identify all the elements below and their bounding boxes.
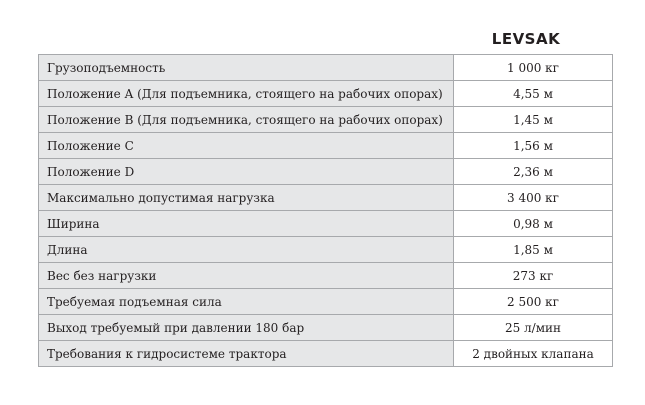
table-row: [39, 289, 613, 315]
spec-value: 1 000 кг: [454, 55, 613, 81]
spec-value: 25 л/мин: [454, 315, 613, 341]
spec-value: 3 400 кг: [454, 185, 613, 211]
spec-value: 1,45 м: [454, 107, 613, 133]
spec-value: 2,36 м: [454, 159, 613, 185]
table-row: [39, 55, 613, 81]
table-row: [39, 107, 613, 133]
table-row: [39, 211, 613, 237]
spec-value: 1,85 м: [454, 237, 613, 263]
spec-label: Положение B (Для подъемника, стоящего на рабочих опорах): [39, 107, 454, 133]
table-row: [39, 315, 613, 341]
spec-label: Выход требуемый при давлении 180 бар: [39, 315, 454, 341]
spec-value: 2 500 кг: [454, 289, 613, 315]
spec-label: Положение C: [39, 133, 454, 159]
table-row: [39, 81, 613, 107]
column-header-levsak: LEVSAK: [491, 30, 561, 48]
table-row: [39, 237, 613, 263]
table-row: [39, 159, 613, 185]
spec-label: Требования к гидросистеме трактора: [39, 341, 454, 367]
spec-value: 273 кг: [454, 263, 613, 289]
spec-value: 2 двойных клапана: [454, 341, 613, 367]
table-row: [39, 185, 613, 211]
spec-label: Вес без нагрузки: [39, 263, 454, 289]
table-row: [39, 341, 613, 367]
spec-label: Положение A (Для подъемника, стоящего на рабочих опорах): [39, 81, 454, 107]
spec-label: Положение D: [39, 159, 454, 185]
spec-label: Грузоподъемность: [39, 55, 454, 81]
spec-label: Максимально допустимая нагрузка: [39, 185, 454, 211]
spec-label: Ширина: [39, 211, 454, 237]
table-row: [39, 133, 613, 159]
table-row: [39, 263, 613, 289]
spec-label: Требуемая подъемная сила: [39, 289, 454, 315]
spec-value: 4,55 м: [454, 81, 613, 107]
spec-value: 0,98 м: [454, 211, 613, 237]
specifications-table: [38, 54, 613, 367]
spec-label: Длина: [39, 237, 454, 263]
spec-value: 1,56 м: [454, 133, 613, 159]
